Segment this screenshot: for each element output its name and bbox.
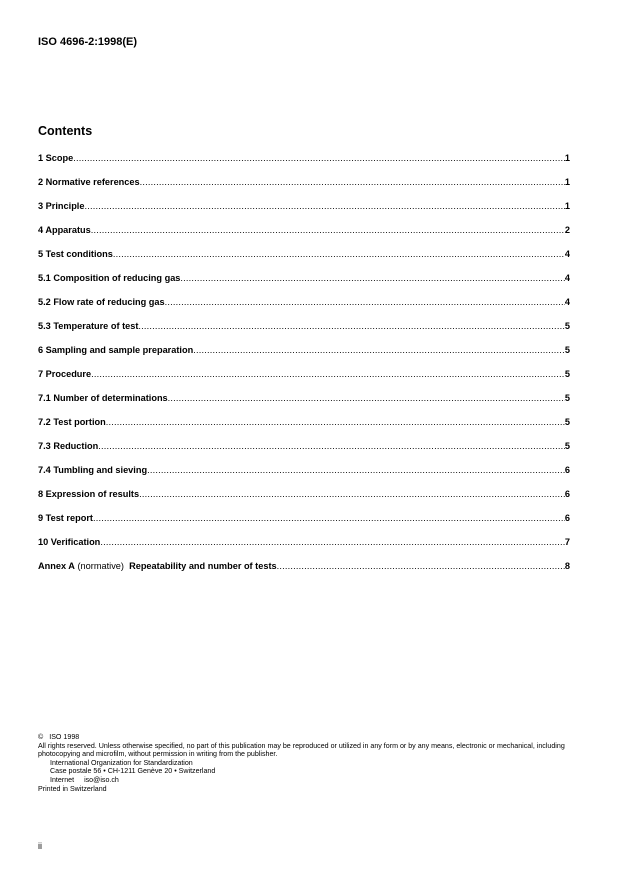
toc-entry-label: 5.3 Temperature of test xyxy=(38,321,139,331)
toc-entry-page: 5 xyxy=(564,345,570,355)
toc-entry-test-portion[interactable] xyxy=(38,417,570,441)
internet-label: Internet xyxy=(50,775,75,784)
toc-entry-composition-of-reducing-gas[interactable] xyxy=(38,273,570,297)
table-of-contents xyxy=(38,153,570,585)
dot-leader xyxy=(193,345,565,355)
contents-title: Contents xyxy=(38,124,93,138)
toc-entry-label: 9 Test report xyxy=(38,513,93,523)
toc-entry-page: 5 xyxy=(564,393,570,403)
dot-leader xyxy=(84,201,564,211)
dot-leader xyxy=(138,321,564,331)
toc-entry-page: 7 xyxy=(564,537,570,547)
dot-leader xyxy=(73,153,565,163)
dot-leader xyxy=(106,417,565,427)
toc-entry-reduction[interactable] xyxy=(38,441,570,465)
toc-entry-page: 1 xyxy=(564,177,570,187)
toc-entry-label: 3 Principle xyxy=(38,201,85,211)
toc-entry-label: 10 Verification xyxy=(38,537,101,547)
toc-entry-test-conditions[interactable] xyxy=(38,249,570,273)
toc-entry-label: 5.2 Flow rate of reducing gas xyxy=(38,297,165,307)
toc-entry-page: 5 xyxy=(564,417,570,427)
rights-notice: All rights reserved. Unless otherwise specified, no part of this publication may be reproduced or utilized in any form or by any means, electronic or mechanical, including photocopying and microfilm, without permission in writing from the publisher. xyxy=(38,741,565,759)
page-number: ii xyxy=(38,841,42,851)
internet-email[interactable]: iso@iso.ch xyxy=(84,775,119,784)
toc-entry-label: 5.1 Composition of reducing gas xyxy=(38,273,181,283)
toc-entry-label: 8 Expression of results xyxy=(38,489,140,499)
dot-leader xyxy=(180,273,564,283)
organization-name: International Organization for Standardization xyxy=(50,758,193,767)
dot-leader xyxy=(91,225,565,235)
annex-prefix: Annex A xyxy=(38,561,75,571)
annex-qualifier: (normative) xyxy=(77,561,124,571)
copyright-line xyxy=(38,733,583,742)
toc-entry-page: 8 xyxy=(564,561,570,571)
toc-entry-page: 2 xyxy=(564,225,570,235)
toc-entry-label: 7.3 Reduction xyxy=(38,441,99,451)
dot-leader xyxy=(165,297,565,307)
toc-entry-label: 2 Normative references xyxy=(38,177,140,187)
toc-entry-page: 6 xyxy=(564,513,570,523)
toc-entry-label: 4 Apparatus xyxy=(38,225,91,235)
toc-entry-page: 5 xyxy=(564,321,570,331)
toc-entry-page: 1 xyxy=(564,201,570,211)
toc-entry-page: 4 xyxy=(564,273,570,283)
toc-entry-label: 1 Scope xyxy=(38,153,74,163)
toc-entry-label: 6 Sampling and sample preparation xyxy=(38,345,194,355)
dot-leader xyxy=(100,537,565,547)
toc-entry-annex-a[interactable] xyxy=(38,561,570,585)
toc-entry-page: 5 xyxy=(564,441,570,451)
toc-entry-test-report[interactable] xyxy=(38,513,570,537)
dot-leader xyxy=(93,513,565,523)
toc-entry-label: 7.2 Test portion xyxy=(38,417,106,427)
toc-entry-label: 7.4 Tumbling and sieving xyxy=(38,465,148,475)
annex-title: Repeatability and number of tests xyxy=(129,561,277,571)
toc-entry-expression-of-results[interactable] xyxy=(38,489,570,513)
toc-entry-number-of-determinations[interactable] xyxy=(38,393,570,417)
toc-entry-scope[interactable] xyxy=(38,153,570,177)
copyright-text: ISO 1998 xyxy=(49,733,80,741)
dot-leader xyxy=(98,441,565,451)
toc-entry-verification[interactable] xyxy=(38,537,570,561)
dot-leader xyxy=(147,465,565,475)
toc-entry-label: 7 Procedure xyxy=(38,369,92,379)
toc-entry-procedure[interactable] xyxy=(38,369,570,393)
printed-in: Printed in Switzerland xyxy=(38,784,107,793)
dot-leader xyxy=(140,177,565,187)
toc-entry-page: 4 xyxy=(564,297,570,307)
dot-leader xyxy=(168,393,565,403)
toc-entry-sampling-and-sample-preparation[interactable] xyxy=(38,345,570,369)
toc-entry-principle[interactable] xyxy=(38,201,570,225)
toc-entry-label: 7.1 Number of determinations xyxy=(38,393,168,403)
document-header-id: ISO 4696-2:1998(E) xyxy=(38,36,138,48)
dot-leader xyxy=(139,489,565,499)
toc-entry-page: 6 xyxy=(564,489,570,499)
toc-entry-label: 5 Test conditions xyxy=(38,249,113,259)
toc-entry-flow-rate-of-reducing-gas[interactable] xyxy=(38,297,570,321)
toc-entry-tumbling-and-sieving[interactable] xyxy=(38,465,570,489)
copyright-icon: © xyxy=(38,733,44,741)
toc-entry-normative-references[interactable] xyxy=(38,177,570,201)
toc-entry-page: 5 xyxy=(564,369,570,379)
toc-entry-temperature-of-test[interactable] xyxy=(38,321,570,345)
dot-leader xyxy=(277,561,565,571)
toc-entry-apparatus[interactable] xyxy=(38,225,570,249)
toc-entry-page: 6 xyxy=(564,465,570,475)
toc-entry-page: 4 xyxy=(564,249,570,259)
internet-line xyxy=(38,776,583,785)
dot-leader xyxy=(113,249,565,259)
organization-address: Case postale 56 • CH-1211 Genève 20 • Switzerland xyxy=(50,767,216,776)
dot-leader xyxy=(91,369,565,379)
copyright-footer xyxy=(38,733,583,793)
toc-entry-page: 1 xyxy=(564,153,570,163)
